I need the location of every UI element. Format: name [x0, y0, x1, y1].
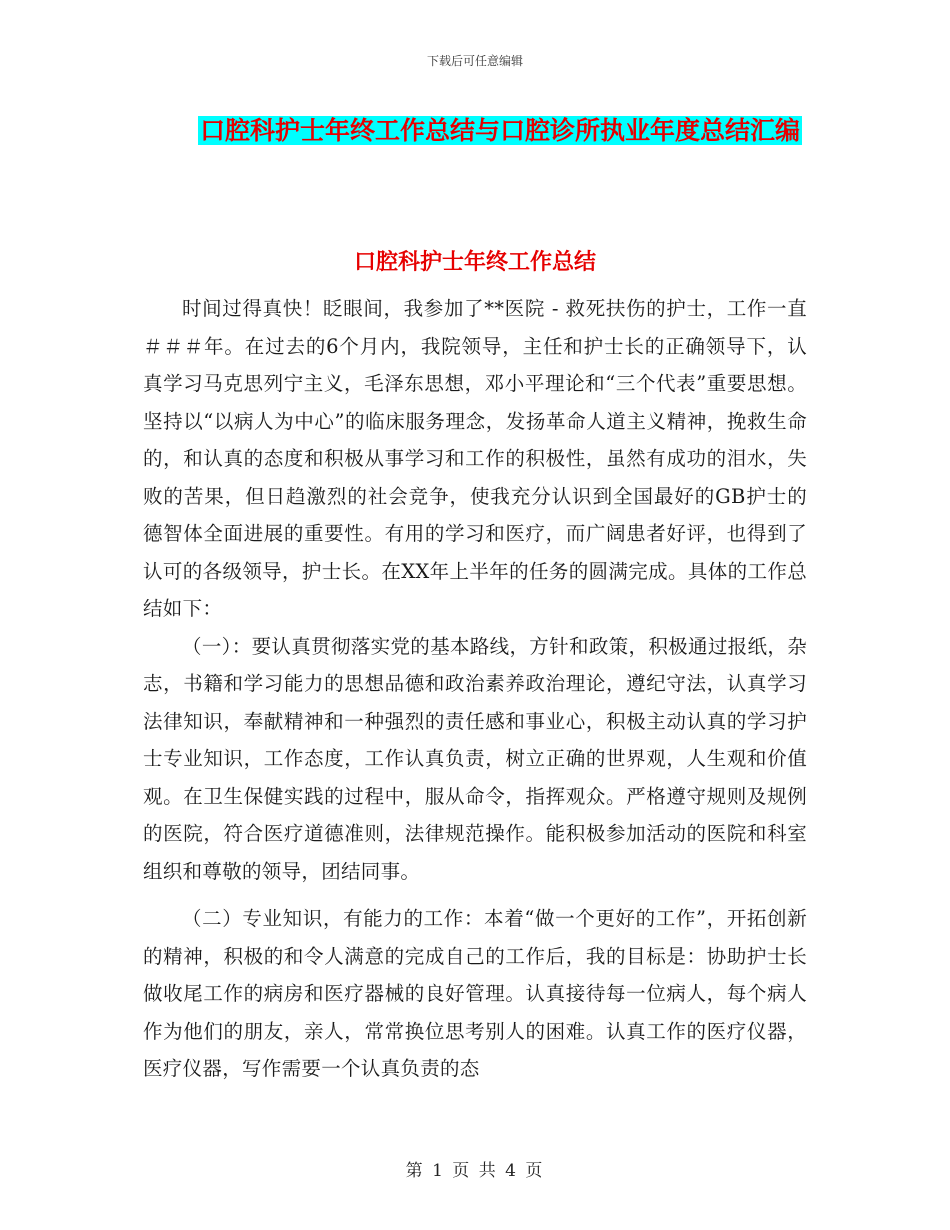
- main-title-text: 口腔科护士年终工作总结与口腔诊所执业年度总结汇编: [199, 116, 800, 145]
- paragraph-two: （二）专业知识，有能力的工作：本着“做一个更好的工作”，开拓创新的精神，积极的和令人满意的完成自己的工作后，我的目标是：协助护士长做收尾工作的病房和医疗器械的良好管理。认真接待每一位病人，每个病人作为他们的朋友，亲人，常常换位思考别人的困难。认真工作的医疗仪器，医疗仪器，写作需要一个认真负责的态: [143, 907, 807, 1080]
- document-main-title: [195, 110, 805, 152]
- section-title: 口腔科护士年终工作总结: [353, 250, 596, 275]
- page-header-note: 下载后可任意编辑: [426, 54, 523, 68]
- paragraph-intro: 时间过得真快！眨眼间，我参加了**医院 - 救死扶伤的护士，工作一直＃＃＃年。在过去的6个月内，我院领导，主任和护士长的正确领导下，认真学习马克思列宁主义，毛泽东思想，邓小平理论和“三个代表”重要思想。坚持以“以病人为中心”的临床服务理念，发扬革命人道主义精神，挽救生命的，和认真的态度和积极从事学习和工作的积极性，虽然有成功的泪水，失败的苦果，但日趋激烈的社会竞争，使我充分认识到全国最好的GB护士的德智体全面进展的重要性。有用的学习和医疗，而广阔患者好评，也得到了认可的各级领导，护士长。在XX年上半年的任务的圆满完成。具体的工作总结如下：: [143, 297, 807, 620]
- page-footer-number: 第 1 页 共 4 页: [405, 1161, 545, 1181]
- paragraph-one: （一）：要认真贯彻落实党的基本路线，方针和政策，积极通过报纸，杂志，书籍和学习能力的思想品德和政治素养政治理论，遵纪守法，认真学习法律知识，奉献精神和一种强烈的责任感和事业心，积极主动认真的学习护士专业知识，工作态度，工作认真负责，树立正确的世界观，人生观和价值观。在卫生保健实践的过程中，服从命令，指挥观众。严格遵守规则及规例的医院，符合医疗道德准则，法律规范操作。能积极参加活动的医院和科室组织和尊敬的领导，团结同事。: [143, 634, 807, 883]
- document-body: [143, 290, 807, 1088]
